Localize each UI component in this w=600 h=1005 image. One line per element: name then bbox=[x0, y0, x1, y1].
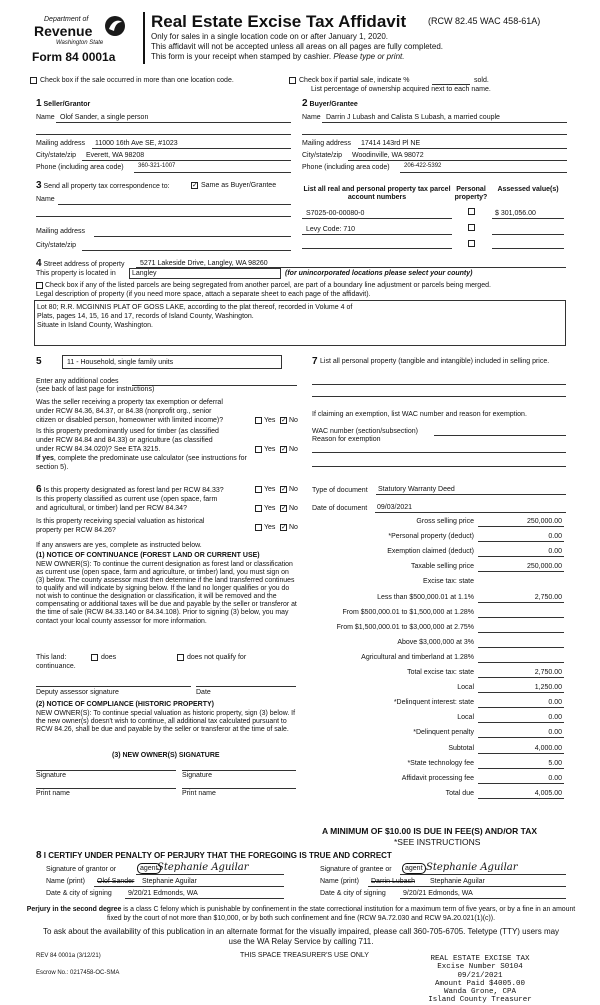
grantee-date-line bbox=[400, 898, 566, 899]
grantee-print-name[interactable]: Stephanie Aguilar bbox=[430, 878, 485, 885]
grantee-date-label: Date & city of signing bbox=[320, 890, 386, 897]
parcel-line-2 bbox=[302, 234, 452, 235]
deputy-signature-field[interactable] bbox=[36, 686, 191, 687]
land-does-label: does bbox=[101, 654, 117, 661]
grantee-date[interactable]: 9/20/21 Edmonds, WA bbox=[403, 890, 473, 897]
tax-row-label: Taxable selling price bbox=[410, 563, 474, 570]
street-label: 4 Street address of property bbox=[36, 258, 125, 269]
tax-row-label: Local bbox=[457, 684, 474, 691]
seller-mailing[interactable]: 11000 16th Ave SE, #1023 bbox=[95, 140, 178, 147]
q-forest: 6 Is this property designated as forest land per RCW 84.33? bbox=[36, 484, 224, 495]
personal-property-field[interactable] bbox=[312, 384, 566, 385]
multi-location-label: Check box if the sale occurred in more than one location code. bbox=[40, 77, 234, 84]
tax-row-label: Less than $500,000.01 at 1.1% bbox=[377, 594, 474, 601]
logo-revenue: Revenue bbox=[34, 23, 93, 39]
exemption-label: If claiming an exemption, list WAC number and reason for exemption. bbox=[312, 411, 527, 418]
tax-row-value[interactable]: 250,000.00 bbox=[526, 518, 562, 525]
buyer-mailing-line bbox=[358, 148, 567, 149]
deputy-label: Deputy assessor signature bbox=[36, 689, 119, 696]
tax-row-value[interactable]: 0.00 bbox=[548, 775, 562, 782]
q-exemption-1: Was the seller receiving a property tax exemption or deferral bbox=[36, 399, 223, 406]
header-sub1: Only for sales in a single location code on or after January 1, 2020. bbox=[151, 32, 389, 41]
parcel-line-3 bbox=[302, 248, 452, 249]
deputy-date-label: Date bbox=[196, 689, 211, 696]
stamp-line-4: Amount Paid $4005.00 bbox=[434, 979, 525, 988]
located-label: This property is located in bbox=[36, 270, 116, 277]
tax-row-label: Subtotal bbox=[448, 745, 474, 752]
doc-date[interactable]: 09/03/2021 bbox=[377, 504, 413, 511]
section5-number: 5 bbox=[36, 356, 42, 367]
this-land-label: This land: bbox=[36, 654, 67, 661]
grantor-sig-line bbox=[136, 874, 284, 875]
q-current-use-1: Is this property classified as current use (open space, farm bbox=[36, 496, 218, 503]
partial-sale-label: Check box if partial sale, indicate % bbox=[299, 77, 410, 84]
tax-row-line bbox=[478, 556, 564, 557]
seller-name-line2 bbox=[36, 134, 291, 135]
doc-type-label: Type of document bbox=[312, 487, 368, 494]
grantee-print-line bbox=[368, 886, 566, 887]
tax-row-value[interactable]: 0.00 bbox=[548, 548, 562, 555]
grantee-print-label: Name (print) bbox=[320, 878, 359, 885]
seller-city[interactable]: Everett, WA 98208 bbox=[86, 152, 145, 159]
personal-col-header: Personal property? bbox=[454, 186, 488, 202]
seller-city-label: City/state/zip bbox=[36, 152, 77, 159]
treasurer-use-label: THIS SPACE TREASURER'S USE ONLY bbox=[240, 952, 369, 959]
tax-row-value[interactable]: 0.00 bbox=[548, 699, 562, 706]
new-owner-sig-2[interactable] bbox=[182, 770, 296, 771]
buyer-heading: 2 Buyer/Grantee bbox=[302, 98, 358, 109]
q-exemption-2: under RCW 84.36, 84.37, or 84.38 (nonprofit org., senior bbox=[36, 408, 212, 415]
grantor-date-line bbox=[125, 898, 284, 899]
tax-row-line bbox=[478, 737, 564, 738]
seller-mailing-label: Mailing address bbox=[36, 140, 86, 147]
corr-name-field2[interactable] bbox=[36, 216, 291, 217]
personal-property-checkbox-2[interactable] bbox=[468, 224, 475, 231]
print-name-label-1: Print name bbox=[36, 790, 70, 797]
boundary-label: Check box if any of the listed parcels are being segregated from another parcel, are part of a boundary line adjustment or parcels being merged. bbox=[45, 282, 491, 289]
alt-format-notice: To ask about the availability of this publication in an alternate format for the visually impaired, please call 360-705-6705. Teletype (TTY) users may use the WA Relay Service by calling 711. bbox=[42, 927, 560, 946]
street-address[interactable]: 5271 Lakeside Drive, Langley, WA 98260 bbox=[140, 260, 268, 267]
grantor-print-struck: Olof Sander bbox=[97, 878, 135, 885]
tax-row-line bbox=[478, 647, 564, 648]
tax-row-label: *Delinquent interest: state bbox=[393, 699, 474, 706]
corr-city-label: City/state/zip bbox=[36, 242, 77, 249]
multi-location-checkbox[interactable] bbox=[30, 77, 37, 84]
legal-line-2: Plats, pages 14, 15, 16 and 17, records of Island County, Washington. bbox=[37, 313, 254, 320]
tax-row-line bbox=[478, 707, 564, 708]
header-divider bbox=[143, 12, 145, 64]
q-exemption-3: citizen or disabled person, homeowner with limited income)? bbox=[36, 417, 224, 424]
corr-city-field[interactable] bbox=[82, 250, 291, 251]
personal-property-field2[interactable] bbox=[312, 396, 566, 397]
escrow-number: Escrow No.: 0217458-OC-SMA bbox=[36, 970, 120, 976]
buyer-phone-label: Phone (including area code) bbox=[302, 164, 390, 171]
current-use-no-checkbox[interactable]: ✓ bbox=[281, 505, 287, 512]
continuance-label: continuance. bbox=[36, 663, 76, 670]
grantee-sig-label: Signature of grantee or bbox=[320, 866, 392, 873]
land-does-not-label: does not qualify for bbox=[187, 654, 247, 661]
stamp-line-3: 09/21/2021 bbox=[457, 971, 503, 980]
tax-row-line bbox=[478, 798, 564, 799]
grantor-print-name[interactable]: Stephanie Aguilar bbox=[142, 878, 197, 885]
new-owner-print-1[interactable] bbox=[36, 788, 176, 789]
treasurer-stamp bbox=[400, 955, 560, 1005]
q-timber-2: under RCW 84.84 and 84.33) or agriculture (as classified bbox=[36, 437, 213, 444]
assessed-value-1[interactable]: $ 301,056.00 bbox=[495, 210, 536, 217]
doc-date-label: Date of document bbox=[312, 505, 368, 512]
buyer-phone-line bbox=[400, 172, 567, 173]
tax-row-line bbox=[478, 768, 564, 769]
tax-row-label: *Personal property (deduct) bbox=[388, 533, 474, 540]
seller-heading: 1 Seller/Grantor bbox=[36, 98, 91, 109]
current-use-yes-checkbox[interactable] bbox=[255, 505, 262, 512]
partial-sale-note: List percentage of ownership acquired next to each name. bbox=[311, 86, 491, 93]
tax-row-label: From $500,000.01 to $1,500,000 at 1.28% bbox=[342, 609, 474, 616]
tax-row-label: Excise tax: state bbox=[423, 578, 474, 585]
q-current-use-2: and agricultural, or timber) land per RCW 84.34? bbox=[36, 505, 187, 512]
same-as-buyer-label: Same as Buyer/Grantee bbox=[201, 182, 277, 189]
grantor-agent-circle: agent bbox=[137, 863, 161, 874]
reason-field[interactable] bbox=[312, 452, 566, 453]
seller-city-line bbox=[82, 160, 291, 161]
grantor-print-label: Name (print) bbox=[46, 878, 85, 885]
certify-statement: 8 I CERTIFY UNDER PENALTY OF PERJURY THAT THE FOREGOING IS TRUE AND CORRECT bbox=[36, 850, 392, 861]
tax-row-line bbox=[478, 662, 564, 663]
grantee-print-struck: Darrin Lubash bbox=[371, 878, 415, 885]
tax-row-label: Exemption claimed (deduct) bbox=[387, 548, 474, 555]
stamp-line-2: Excise Number S0104 bbox=[437, 963, 523, 972]
same-as-buyer-checkbox[interactable]: ✓ bbox=[192, 182, 198, 189]
form-number: Form 84 0001a bbox=[32, 50, 116, 64]
grantor-print-line bbox=[94, 886, 284, 887]
parcel-number-1[interactable]: S7025-00-00080-0 bbox=[306, 210, 365, 217]
tax-row-value[interactable]: 0.00 bbox=[548, 714, 562, 721]
stamp-line-5: Wanda Grone, CPA bbox=[443, 988, 516, 996]
corr-mailing-field[interactable] bbox=[94, 236, 291, 237]
answers-note: If any answers are yes, complete as instructed below. bbox=[36, 542, 202, 549]
buyer-city-label: City/state/zip bbox=[302, 152, 343, 159]
timber-yes-label: Yes bbox=[264, 446, 276, 453]
tax-row-value[interactable]: 2,750.00 bbox=[534, 669, 562, 676]
forest-no-checkbox[interactable]: ✓ bbox=[281, 486, 287, 493]
parcel-col-header: List all real and personal property tax parcel account numbers bbox=[303, 186, 451, 202]
wa-seal-icon bbox=[104, 13, 126, 39]
seller-mailing-line bbox=[92, 148, 291, 149]
stamp-line-6: Island County Treasurer bbox=[428, 996, 532, 1005]
timber-no-label: No bbox=[289, 446, 298, 453]
seller-phone[interactable]: 360-321-1007 bbox=[138, 163, 176, 169]
q-timber-1: Is this property predominantly used for timber (as classified bbox=[36, 428, 219, 435]
q-timber-3: under RCW 84.34.020)? See ETA 3215. bbox=[36, 446, 161, 453]
q-historic-2: property per RCW 84.26? bbox=[36, 527, 116, 534]
q-timber-5: section 5). bbox=[36, 464, 69, 471]
q-historic-1: Is this property receiving special valuation as historical bbox=[36, 518, 205, 525]
buyer-city[interactable]: Woodinville, WA 98072 bbox=[352, 152, 424, 159]
header-sub3: This form is your receipt when stamped by cashier. Please type or print. bbox=[151, 52, 405, 61]
tax-row-line bbox=[478, 632, 564, 633]
additional-codes-field[interactable] bbox=[132, 385, 297, 386]
continuance-heading: (1) NOTICE OF CONTINUANCE (FOREST LAND OR CURRENT USE) bbox=[36, 552, 260, 559]
tax-row-label: Total due bbox=[445, 790, 474, 797]
tax-row-label: Affidavit processing fee bbox=[401, 775, 474, 782]
wac-label: WAC number (section/subsection) bbox=[312, 428, 418, 435]
tax-row-label: Above $3,000,000 at 3% bbox=[397, 639, 474, 646]
assessed-line-3 bbox=[492, 248, 564, 249]
boundary-checkbox[interactable] bbox=[36, 282, 43, 289]
historic-yes-label: Yes bbox=[264, 524, 276, 531]
current-use-yes-label: Yes bbox=[264, 505, 276, 512]
tax-row-label: *State technology fee bbox=[407, 760, 474, 767]
logo-state: Washington State bbox=[56, 40, 104, 46]
exemption-no-checkbox[interactable]: ✓ bbox=[281, 417, 287, 424]
compliance-heading: (2) NOTICE OF COMPLIANCE (HISTORIC PROPERTY) bbox=[36, 701, 214, 708]
doc-date-line bbox=[375, 512, 566, 513]
continuance-text: NEW OWNER(S): To continue the current designation as forest land or classification as current use (open space, farm and agriculture, or timber) land, you must sign on (3) below. The county assessor must then determine if the land transferred continues to qualify and will indicate by signing below. If the land no longer qualifies or you do not wish to continue the designation or classification, it will be removed and the compensating or additional taxes will be due and payable by the seller or transferor at the time of sale (RCW 84.33.140 or 84.34.108). Prior to signing (3) below, you may contact your local county assessor for more information. bbox=[36, 561, 297, 625]
signature-label-2: Signature bbox=[182, 772, 212, 779]
corr-name-field[interactable] bbox=[58, 204, 291, 205]
reason-field2[interactable] bbox=[312, 466, 566, 467]
grantor-date[interactable]: 9/20/21 Edmonds, WA bbox=[128, 890, 198, 897]
print-name-label-2: Print name bbox=[182, 790, 216, 797]
timber-no-checkbox[interactable]: ✓ bbox=[281, 446, 287, 453]
tax-row-line bbox=[478, 753, 564, 754]
levy-code[interactable]: Levy Code: 710 bbox=[306, 226, 356, 233]
corr-name-label: Name bbox=[36, 196, 55, 203]
reason-label: Reason for exemption bbox=[312, 436, 381, 443]
exemption-yes-checkbox[interactable] bbox=[255, 417, 262, 424]
compliance-text: NEW OWNER(S): To continue special valuation as historic property, sign (3) below. If the new owner(s) doesn't wish to continue, all additional tax calculated pursuant to RCW 84.26, shall be due and payable by the seller or transferor at the time of sale. bbox=[36, 710, 296, 734]
seller-phone-line bbox=[134, 172, 291, 173]
tax-row-value[interactable]: 2,750.00 bbox=[534, 594, 562, 601]
tax-row-value[interactable]: 0.00 bbox=[548, 533, 562, 540]
section7-line1: 7 bbox=[312, 356, 318, 367]
grantee-sig-line bbox=[400, 874, 566, 875]
tax-row-label: Gross selling price bbox=[416, 518, 474, 525]
tax-row-value[interactable]: 4,000.00 bbox=[534, 745, 562, 752]
additional-codes-note: (see back of last page for instructions) bbox=[36, 386, 155, 393]
buyer-city-line bbox=[348, 160, 567, 161]
rcw-reference: (RCW 82.45 WAC 458-61A) bbox=[428, 16, 541, 26]
buyer-name-line2 bbox=[302, 134, 567, 135]
personal-property-checkbox-3[interactable] bbox=[468, 240, 475, 247]
grantor-sig-label: Signature of grantor or bbox=[46, 866, 117, 873]
buyer-phone[interactable]: 206-422-5392 bbox=[404, 163, 442, 169]
buyer-name-line bbox=[322, 122, 567, 123]
tax-row-value[interactable]: 5.00 bbox=[548, 760, 562, 767]
partial-sale-checkbox[interactable] bbox=[289, 77, 296, 84]
see-instructions: *SEE INSTRUCTIONS bbox=[394, 837, 481, 847]
buyer-mailing-label: Mailing address bbox=[302, 140, 352, 147]
seller-name[interactable]: Olof Sander, a single person bbox=[60, 114, 149, 121]
new-owner-heading: (3) NEW OWNER(S) SIGNATURE bbox=[112, 752, 220, 759]
tax-row-line bbox=[478, 571, 564, 572]
buyer-mailing[interactable]: 17414 143rd Pl NE bbox=[361, 140, 421, 147]
tax-row-value[interactable]: 0.00 bbox=[548, 729, 562, 736]
correspondence-label: 3 Send all property tax correspondence to: bbox=[36, 180, 170, 191]
use-code-value: 11 - Household, single family units bbox=[67, 359, 174, 366]
header-sub2: This affidavit will not be accepted unless all areas on all pages are fully completed. bbox=[151, 42, 444, 51]
tax-row-value[interactable]: 4,005.00 bbox=[534, 790, 562, 797]
tax-row-value[interactable]: 1,250.00 bbox=[534, 684, 562, 691]
forest-no-label: No bbox=[289, 486, 298, 493]
seller-name-label: Name bbox=[36, 114, 55, 121]
tax-row-label: Total excise tax: state bbox=[407, 669, 474, 676]
personal-property-text: List all personal property (tangible and intangible) included in selling price. bbox=[320, 358, 550, 365]
q-timber-4: If yes, complete the predominate use calculator (see instructions for bbox=[36, 455, 247, 462]
seller-phone-label: Phone (including area code) bbox=[36, 164, 124, 171]
assessed-line-2 bbox=[492, 234, 564, 235]
grantor-signature[interactable]: Stephanie Aguilar bbox=[157, 862, 249, 873]
legal-line-3: Situate in Island County, Washington. bbox=[37, 322, 153, 329]
tax-row-value[interactable]: 250,000.00 bbox=[526, 563, 562, 570]
tax-row-line bbox=[478, 526, 564, 527]
assessed-col-header: Assessed value(s) bbox=[497, 186, 559, 193]
tax-row-line bbox=[478, 602, 564, 603]
personal-property-checkbox-1[interactable] bbox=[468, 208, 475, 215]
timber-yes-checkbox[interactable] bbox=[255, 446, 262, 453]
page-title: Real Estate Excise Tax Affidavit bbox=[151, 12, 407, 31]
tax-row-line bbox=[478, 692, 564, 693]
forest-yes-label: Yes bbox=[264, 486, 276, 493]
tax-row-label: Local bbox=[457, 714, 474, 721]
signature-label-1: Signature bbox=[36, 772, 66, 779]
partial-percent-field[interactable] bbox=[432, 84, 470, 85]
historic-yes-checkbox[interactable] bbox=[255, 524, 262, 531]
perjury-notice: Perjury in the second degree is a class C felony which is punishable by confinement in the state correctional institution for a maximum term of five years, or by a fine in an amount fixed by the court of not more than $10,000, or by both such confinement and fine (RCW 9A.72.030 and RCW 9A.20.021(1)(c)). bbox=[26, 906, 576, 922]
additional-codes-label: Enter any additional codes bbox=[36, 378, 119, 385]
grantee-agent-circle: agent bbox=[402, 863, 426, 874]
tax-row-label: *Delinquent penalty bbox=[413, 729, 474, 736]
doc-type[interactable]: Statutory Warranty Deed bbox=[378, 486, 455, 493]
tax-row-label: Agricultural and timberland at 1.28% bbox=[361, 654, 474, 661]
assessed-line-1 bbox=[492, 218, 564, 219]
tax-row-line bbox=[478, 677, 564, 678]
new-owner-sig-1[interactable] bbox=[36, 770, 176, 771]
corr-mailing-label: Mailing address bbox=[36, 228, 86, 235]
exemption-no-label: No bbox=[289, 417, 298, 424]
tax-row-line bbox=[478, 783, 564, 784]
legal-line-1: Lot 80; R.R. MCGINNIS PLAT OF GOSS LAKE, according to the plat thereof, recorded in Volume 4 of bbox=[37, 304, 353, 311]
minimum-due: A MINIMUM OF $10.00 IS DUE IN FEE(S) AND/OR TAX bbox=[322, 826, 538, 836]
historic-no-checkbox[interactable]: ✓ bbox=[281, 524, 287, 531]
rev-number: REV 84 0001a (3/12/21) bbox=[36, 953, 101, 959]
exemption-yes-label: Yes bbox=[264, 417, 276, 424]
current-use-no-label: No bbox=[289, 505, 298, 512]
land-does-checkbox[interactable] bbox=[91, 654, 98, 661]
wac-field[interactable] bbox=[434, 435, 566, 436]
stamp-line-1: REAL ESTATE EXCISE TAX bbox=[430, 955, 530, 963]
buyer-name[interactable]: Darrin J Lubash and Calista S Lubash, a married couple bbox=[326, 114, 500, 121]
deputy-date-field[interactable] bbox=[196, 686, 296, 687]
logo-dept: Department of bbox=[44, 16, 89, 23]
grantor-date-label: Date & city of signing bbox=[46, 890, 112, 897]
legal-label: Legal description of property (if you need more space, attach a separate sheet to each page of the affidavit). bbox=[36, 291, 371, 298]
grantee-signature[interactable]: Stephanie Aguilar bbox=[426, 862, 518, 873]
new-owner-print-2[interactable] bbox=[182, 788, 296, 789]
tax-row-line bbox=[478, 722, 564, 723]
location-value: Langley bbox=[132, 270, 157, 277]
buyer-name-label: Name bbox=[302, 114, 321, 121]
location-note: (for unincorporated locations please select your county) bbox=[285, 270, 473, 277]
tax-row-line bbox=[478, 617, 564, 618]
tax-row-line bbox=[478, 541, 564, 542]
historic-no-label: No bbox=[289, 524, 298, 531]
seller-name-line bbox=[56, 122, 291, 123]
land-does-not-checkbox[interactable] bbox=[177, 654, 184, 661]
partial-sale-tail: sold. bbox=[474, 77, 489, 84]
doc-type-line bbox=[376, 494, 566, 495]
forest-yes-checkbox[interactable] bbox=[255, 486, 262, 493]
tax-row-label: From $1,500,000.01 to $3,000,000 at 2.75% bbox=[336, 624, 474, 631]
parcel-line-1 bbox=[302, 218, 452, 219]
